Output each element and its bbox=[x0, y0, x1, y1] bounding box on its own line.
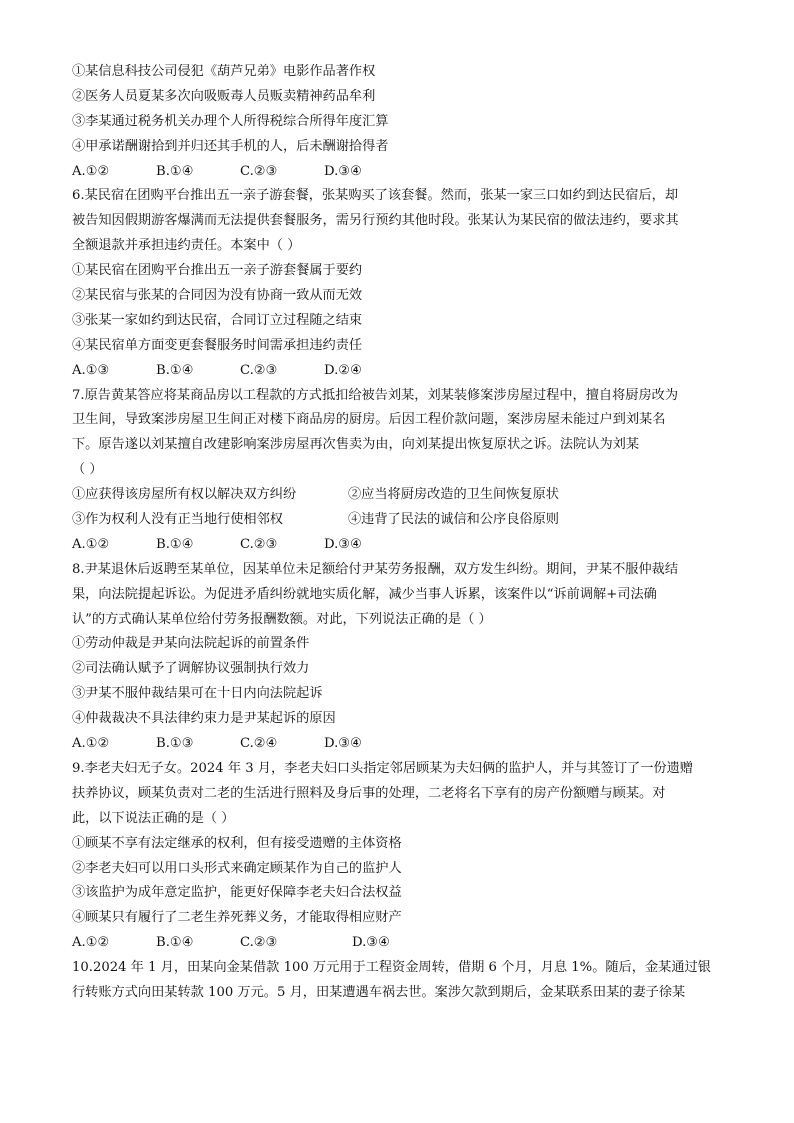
question-stem-line: 8.尹某退休后返聘至某单位，因某单位未足额给付尹某劳务报酬，双方发生纠纷。期间，尹某不服仲裁结 bbox=[72, 561, 679, 577]
choice-d: D.③④ bbox=[352, 935, 390, 951]
option-statement: ②应当将厨房改造的卫生间恢复原状 bbox=[348, 487, 559, 503]
option-statement: ①某民宿在团购平台推出五一亲子游套餐属于要约 bbox=[72, 263, 363, 279]
exam-page bbox=[72, 60, 722, 1006]
question-stem-line: 9.李老夫妇无子女。2024 年 3 月，李老夫妇口头指定邻居顾某为夫妇俩的监护人，并与其签订了一份遗赠 bbox=[72, 760, 693, 776]
question-stem-line: 被告知因假期游客爆满而无法提供套餐服务，需另行预约其他时段。张某认为某民宿的做法违约，要求其 bbox=[72, 213, 679, 229]
option-statement: ③尹某不服仲裁结果可在十日内向法院起诉 bbox=[72, 686, 323, 702]
choice-a: A.①② bbox=[72, 736, 110, 752]
choice-c: C.②③ bbox=[240, 163, 278, 179]
option-statement: ④仲裁裁决不具法律约束力是尹某起诉的原因 bbox=[72, 711, 336, 727]
question-8 bbox=[72, 558, 722, 757]
question-7 bbox=[72, 384, 722, 558]
option-statement: ③该监护为成年意定监护，能更好保障李老夫妇合法权益 bbox=[72, 885, 402, 901]
question-stem-line: （ ） bbox=[72, 462, 103, 478]
choice-d: D.③④ bbox=[324, 536, 362, 552]
question-stem-line: 卫生间，导致案涉房屋卫生间正对楼下商品房的厨房。后因工程价款问题，案涉房屋未能过户到刘某名 bbox=[72, 412, 666, 428]
choice-b: B.①③ bbox=[156, 736, 194, 752]
option-statement: ③李某通过税务机关办理个人所得税综合所得年度汇算 bbox=[72, 113, 389, 129]
choice-b: B.①④ bbox=[156, 935, 194, 951]
option-row bbox=[72, 483, 722, 508]
answer-choices bbox=[72, 533, 722, 558]
option-statement: ②司法确认赋予了调解协议强制执行效力 bbox=[72, 661, 310, 677]
option-statement: ④某民宿单方面变更套餐服务时间需承担违约责任 bbox=[72, 337, 363, 353]
option-statement: ④顾某只有履行了二老生养死葬义务，才能取得相应财产 bbox=[72, 910, 402, 926]
question-stem-line: 认”的方式确认某单位给付劳务报酬数额。对此，下列说法正确的是（ ） bbox=[72, 611, 492, 627]
option-row bbox=[72, 508, 722, 533]
choice-c: C.②④ bbox=[240, 736, 278, 752]
answer-choices bbox=[72, 359, 722, 384]
question-stem-line: 下。原告遂以刘某擅自改建影响案涉房屋再次售卖为由，向刘某提出恢复原状之诉。法院认为刘某 bbox=[72, 437, 640, 453]
question-stem-line: 6.某民宿在团购平台推出五一亲子游套餐，张某购买了该套餐。然而，张某一家三口如约到达民宿后，却 bbox=[72, 188, 679, 204]
choice-d: D.③④ bbox=[324, 163, 362, 179]
choice-d: D.②④ bbox=[324, 362, 362, 378]
question-stem-line: 10.2024 年 1 月，田某向金某借款 100 万元用于工程资金周转，借期 6 个月，月息 1%。随后，金某通过银 bbox=[72, 960, 711, 976]
choice-a: A.①③ bbox=[72, 362, 110, 378]
answer-choices bbox=[72, 931, 722, 956]
choice-a: A.①② bbox=[72, 536, 110, 552]
question-stem-line: 此，以下说法正确的是（ ） bbox=[72, 810, 235, 826]
question-stem-line: 果，向法院提起诉讼。为促进矛盾纠纷就地实质化解，减少当事人诉累，该案件以“诉前调解+司法确 bbox=[72, 586, 657, 602]
option-statement: ④违背了民法的诚信和公序良俗原则 bbox=[348, 512, 559, 528]
choice-b: B.①④ bbox=[156, 163, 194, 179]
question-9 bbox=[72, 757, 722, 956]
option-statement: ②李老夫妇可以用口头形式来确定顾某作为自己的监护人 bbox=[72, 860, 402, 876]
option-statement: ③作为权利人没有正当地行使相邻权 bbox=[72, 512, 283, 528]
question-stem-line: 全额退款并承担违约责任。本案中（ ） bbox=[72, 238, 301, 254]
option-statement: ③张某一家如约到达民宿，合同订立过程随之结束 bbox=[72, 312, 363, 328]
choice-c: C.②③ bbox=[240, 536, 278, 552]
choice-a: A.①② bbox=[72, 163, 110, 179]
choice-b: B.①④ bbox=[156, 536, 194, 552]
question-stem-line: 行转账方式向田某转款 100 万元。5 月，田某遭遇车祸去世。案涉欠款到期后，金某联系田某的妻子徐某 bbox=[72, 984, 686, 1000]
option-statement: ②医务人员夏某多次向吸贩毒人员贩卖精神药品牟利 bbox=[72, 88, 376, 104]
option-statement: ①应获得该房屋所有权以解决双方纠纷 bbox=[72, 487, 297, 503]
question-stem-line: 扶养协议，顾某负责对二老的生活进行照料及身后事的处理，二老将名下享有的房产份额赠与顾某。对 bbox=[72, 785, 666, 801]
option-statement: ④甲承诺酬谢拾到并归还其手机的人，后未酬谢拾得者 bbox=[72, 138, 389, 154]
option-statement: ①顾某不享有法定继承的权利，但有接受遗赠的主体资格 bbox=[72, 835, 402, 851]
choice-a: A.①② bbox=[72, 935, 110, 951]
option-statement: ①某信息科技公司侵犯《葫芦兄弟》电影作品著作权 bbox=[72, 64, 376, 79]
choice-c: C.②③ bbox=[240, 935, 278, 951]
answer-choices bbox=[72, 732, 722, 757]
question-stem-line: 7.原告黄某答应将某商品房以工程款的方式抵扣给被告刘某，刘某装修案涉房屋过程中，擅自将厨房改为 bbox=[72, 387, 679, 403]
choice-b: B.①④ bbox=[156, 362, 194, 378]
question-6 bbox=[72, 184, 722, 383]
prev-question-items bbox=[72, 60, 722, 160]
answer-choices bbox=[72, 160, 722, 185]
option-statement: ①劳动仲裁是尹某向法院起诉的前置条件 bbox=[72, 636, 310, 652]
option-statement: ②某民宿与张某的合同因为没有协商一致从而无效 bbox=[72, 288, 363, 304]
question-10 bbox=[72, 956, 722, 1006]
choice-d: D.③④ bbox=[324, 736, 362, 752]
choice-c: C.②③ bbox=[240, 362, 278, 378]
